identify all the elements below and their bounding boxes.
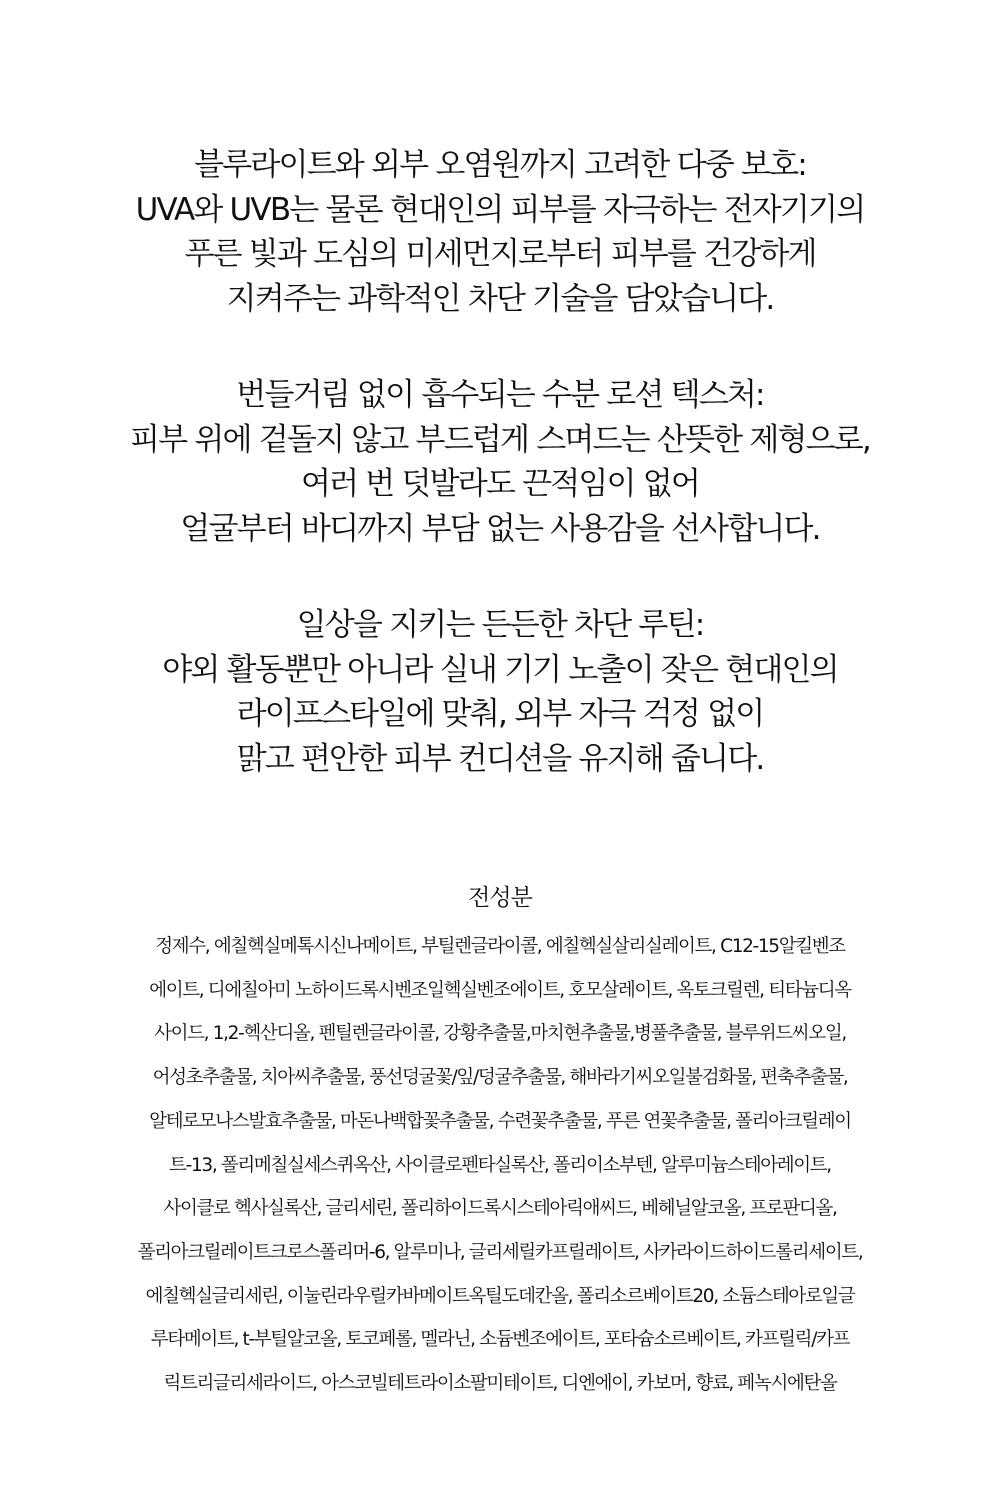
feature-block-lotion-texture: [0, 373, 1000, 551]
feature-text-line: 여러 번 덧발라도 끈적임이 없어: [300, 466, 700, 502]
ingredient-list-line: 루타메이트, t-부틸알코올, 토코페롤, 멜라닌, 소듐벤조에이트, 포타슘소르베이트, 카프릴릭/카프: [150, 1329, 850, 1351]
feature-heading: 블루라이트와 외부 오염원까지 고려한 다중 보호:: [194, 147, 806, 183]
feature-text-line: 얼굴부터 바디까지 부담 없는 사용감을 선사합니다.: [180, 510, 820, 547]
feature-text-line: 야외 활동뿐만 아니라 실내 기기 노출이 잦은 현대인의: [162, 651, 838, 688]
feature-heading: 번들거림 없이 흡수되는 수분 로션 텍스처:: [236, 377, 764, 413]
ingredient-list-line: 어성초추출물, 치아씨추출물, 풍선덩굴꽃/잎/덩굴추출물, 해바라기씨오일불검화물, 편축추출물,: [152, 1067, 848, 1089]
ingredients-title: 전성분: [468, 885, 532, 911]
feature-text-line: 피부 위에 겉돌지 않고 부드럽게 스며드는 산뜻한 제형으로,: [130, 421, 870, 458]
ingredient-list-line: 사이클로 헥사실록산, 글리세린, 폴리하이드록시스테아릭애씨드, 베헤닐알코올, 프로판디올,: [163, 1198, 837, 1220]
ingredient-list-line: 에이트, 디에칠아미 노하이드록시벤조일헥실벤조에이트, 호모살레이트, 옥토크릴렌, 티타늄디옥: [149, 979, 851, 1001]
ingredient-list-line: 정제수, 에칠헥실메톡시신나메이트, 부틸렌글라이콜, 에칠헥실살리실레이트, C12-15알킬벤조: [155, 936, 845, 957]
feature-heading: 일상을 지키는 든든한 차단 루틴:: [296, 607, 704, 643]
ingredients-section: [0, 880, 1000, 1406]
feature-text-line: 지켜주는 과학적인 차단 기술을 담았습니다.: [226, 280, 774, 317]
feature-text-line: 라이프스타일에 맞춰, 외부 자극 걱정 없이: [236, 696, 764, 732]
feature-description-section: [0, 143, 1000, 833]
feature-text-line: 푸른 빛과 도심의 미세먼지로부터 피부를 건강하게: [184, 236, 816, 272]
ingredient-list-line: 트-13, 폴리메칠실세스퀴옥산, 사이클로펜타실록산, 폴리이소부텐, 알루미늄스테아레이트,: [169, 1154, 831, 1176]
ingredient-list-line: 릭트리글리세라이드, 아스코빌테트라이소팔미테이트, 디엔에이, 카보머, 향료, 페녹시에탄올: [163, 1373, 837, 1395]
ingredient-list-line: 폴리아크릴레이트크로스폴리머-6, 알루미나, 글리세릴카프릴레이트, 사카라이드하이드롤리세이트,: [137, 1241, 863, 1263]
feature-block-daily-routine: [0, 603, 1000, 781]
feature-text-line: UVA와 UVB는 물론 현대인의 피부를 자극하는 전자기기의: [135, 191, 865, 228]
ingredient-list-line: 에칠헥실글리세린, 이눌린라우릴카바메이트옥틸도데칸올, 폴리소르베이트20, 소듐스테아로일글: [145, 1285, 855, 1307]
feature-block-multi-protection: [0, 143, 1000, 321]
ingredient-list-line: 사이드, 1,2-헥산디올, 펜틸렌글라이콜, 강황추출물,마치현추출물,병풀추출물, 블루위드씨오일,: [154, 1023, 846, 1045]
feature-text-line: 맑고 편안한 피부 컨디션을 유지해 줍니다.: [236, 740, 764, 777]
ingredient-list-line: 알테로모나스발효추출물, 마돈나백합꽃추출물, 수련꽃추출물, 푸른 연꽃추출물, 폴리아크릴레이: [149, 1110, 851, 1132]
